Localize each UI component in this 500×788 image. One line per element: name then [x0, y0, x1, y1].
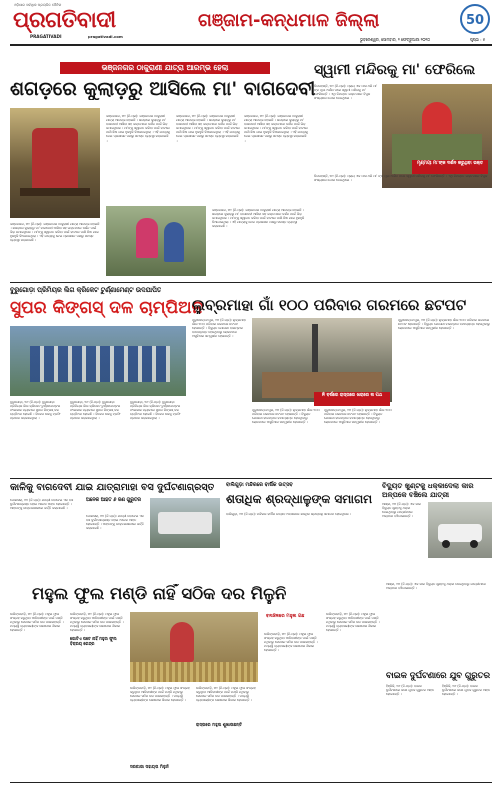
story5-sub: ଅନେକ ଆହତ ୬ ଜଣ ଗୁରୁତର — [86, 498, 141, 503]
story3-headline: ସୁପର କିଙ୍ଗସ୍ ଦଳ ଚାମ୍ପିଅନ — [10, 298, 204, 318]
divider-2 — [10, 478, 492, 479]
story8-box3: ରାସ୍ତାରେ ମହୁଲ ଶୁଖାଉଛନ୍ତି — [196, 722, 243, 727]
svg-text:50: 50 — [465, 13, 485, 28]
logo: ପ୍ରଗତିବାଦୀ — [13, 8, 116, 33]
edition-title: ଗଞ୍ଜାମ-କନ୍ଧମାଳ ଜିଲ୍ଲା — [198, 10, 380, 31]
story2-caption: ମୃଣ୍ମୟୀ ମା'ଙ୍କ ଦର୍ଶନ କରୁଥିବା ଭକ୍ତ — [412, 160, 488, 174]
story2-headline: ସ୍ୱାମୀ ମନ୍ଦିରକୁ ମା' ଫେରିଲେ — [314, 62, 476, 78]
divider-1 — [10, 282, 492, 283]
story7-body: ଆସ୍କା, ୧ା୨ (ନି.ପ୍ର): ଏକ କାର ବିଦ୍ୟୁତ ଖୁଣ୍ଟକୁ ଧକ୍କା ଦେଇଥିବାରୁ ଯାତ୍ରୀମାନେ ଅଳ୍ପକେ ବଞ୍ଚିଯାଇଛନ୍ତି । — [382, 502, 421, 519]
story-lubramaha — [192, 296, 492, 474]
story5-photo — [150, 498, 220, 548]
story1-body-col4: ଭଞ୍ଜନଗର, ୧ା୨ (ନି.ପ୍ର): ଭଞ୍ଜନଗର ଠାକୁରାଣୀ ଯାତ୍ରା ଆରମ୍ଭ ହୋଇଛି । ଶଗଡ଼ରେ କୁଲାଡ଼ରୁ ମା' ବାଗଦେବୀ ଆସିବା ସହ ଭକ୍ତମାନେ ଦର୍ଶନ ପାଇଁ ଭିଡ଼ ଜମାଇଥିଲେ । ମା'ଙ୍କୁ ସ୍ୱାଗତ କରିବା ପାଇଁ ବାଟରେ ପାଣି ଛିଞ୍ଚା ଯାଇ ହୁଳହୁଳି ଦିଆଯାଇଥିଲା । ଏହି ଯାତ୍ରାକୁ ନେଇ ପ୍ରଶାସନ ପକ୍ଷରୁ ସମସ୍ତ ବ୍ୟବସ୍ଥା କରାଯାଇଛି । — [244, 114, 308, 143]
story-bike-accident — [386, 670, 492, 780]
story3-body-col1: ବୁରୁଗୋଡ଼ା, ୧ା୨ (ନି.ପ୍ର): ବୁରୁଗୋଡ଼ା ପ୍ରିମିୟର ଲିଗ କ୍ରିକେଟ ଟୁର୍ଣ୍ଣାମେଣ୍ଟର ଫାଇନାଲ ମ୍ୟାଚରେ ସୁପର କିଙ୍ଗସ୍ ଦଳ ଚାମ୍ପିଅନ ହୋଇଛି । ବିଜେତା ଦଳକୁ ଟ୍ରଫି ପ୍ରଦାନ କରାଯାଇଥିଲା । — [10, 400, 61, 421]
story8-body-col6: ଦାରିଙ୍ଗବାଡ଼ି, ୧ା୨ (ନି.ପ୍ର): ମହୁଲ ଫୁଲ ସଂଗ୍ରହ କରୁଥିବା ଆଦିବାସୀଙ୍କ ପାଇଁ ମଣ୍ଡି ନଥିବାରୁ ସେମାନେ ସଠିକ ଦର ପାଉନାହାନ୍ତି । ମଧ୍ୟସ୍ଥି ବ୍ୟବସାୟୀଙ୍କ ଶୋଷଣର ଶିକାର ହେଉଛନ୍ତି । — [326, 612, 380, 633]
masthead-tagline: ଓଡ଼ିଶାର ସର୍ବାଧିକ ପ୍ରଚାରିତ ଦୈନିକ — [14, 3, 62, 7]
story4-headline: ଲୁବ୍ରମାହା ଗାଁ ୧୦୦ ପରିବାର ଗରମରେ ଛଟପଟ — [192, 296, 467, 314]
story6-kicker: ବାଲିଗୁଡ଼ା ମନ୍ଦିରରେ ବାର୍ଷିକ ଉତ୍ସବ — [226, 482, 293, 488]
story8-body-col5: ଦାରିଙ୍ଗବାଡ଼ି, ୧ା୨ (ନି.ପ୍ର): ମହୁଲ ଫୁଲ ସଂଗ୍ରହ କରୁଥିବା ଆଦିବାସୀଙ୍କ ପାଇଁ ମଣ୍ଡି ନଥିବାରୁ ସେମାନେ ସଠିକ ଦର ପାଉନାହାନ୍ତି । ମଧ୍ୟସ୍ଥି ବ୍ୟବସାୟୀଙ୍କ ଶୋଷଣର ଶିକାର ହେଉଛନ୍ତି । — [264, 632, 318, 653]
story4-body-col3: ପୁରୁଷୋତ୍ତମପୁର, ୧ା୨ (ନି.ପ୍ର): ଲୁବ୍ରମାହା ଗାଁର ୧୦୦ ପରିବାର ଗରମରେ ଛଟପଟ ହେଉଛନ୍ତି । ବିଦ୍ୟୁତ ଯୋଗାଣ ବାରମ୍ବାର ବାଧାପ୍ରାପ୍ତ ହେଉଥିବାରୁ ଲୋକମାନେ ଅସୁବିଧାର ସମ୍ମୁଖୀନ ହେଉଛନ୍ତି । — [324, 408, 392, 425]
story-super-kings — [10, 286, 204, 474]
story4-body-col4: ପୁରୁଷୋତ୍ତମପୁର, ୧ା୨ (ନି.ପ୍ର): ଲୁବ୍ରମାହା ଗାଁର ୧୦୦ ପରିବାର ଗରମରେ ଛଟପଟ ହେଉଛନ୍ତି । ବିଦ୍ୟୁତ ଯୋଗାଣ ବାରମ୍ବାର ବାଧାପ୍ରାପ୍ତ ହେଉଥିବାରୁ ଲୋକମାନେ ଅସୁବିଧାର ସମ୍ମୁଖୀନ ହେଉଛନ୍ତି । — [398, 318, 490, 331]
story-shraddhalu — [226, 482, 376, 578]
story6-headline: ଶତାଧିକ ଶ୍ରଦ୍ଧାଳୁଙ୍କ ସମାଗମ — [226, 492, 373, 506]
story6-body: ବାଲିଗୁଡ଼ା, ୧ା୨ (ନି.ପ୍ର): ମନ୍ଦିରର ବାର୍ଷିକ ଉତ୍ସବ ଅବସରରେ ଶତାଧିକ ଶ୍ରଦ୍ଧାଳୁ ସମାଗମ ହୋଇଥିଲେ । — [226, 512, 352, 516]
story3-body-col3: ବୁରୁଗୋଡ଼ା, ୧ା୨ (ନି.ପ୍ର): ବୁରୁଗୋଡ଼ା ପ୍ରିମିୟର ଲିଗ କ୍ରିକେଟ ଟୁର୍ଣ୍ଣାମେଣ୍ଟର ଫାଇନାଲ ମ୍ୟାଚରେ ସୁପର କିଙ୍ଗସ୍ ଦଳ ଚାମ୍ପିଅନ ହୋଇଛି । ବିଜେତା ଦଳକୁ ଟ୍ରଫି ପ୍ରଦାନ କରାଯାଇଥିଲା । — [130, 400, 181, 421]
story8-box2: ବନାଞ୍ଚଳରେ ମହୁଲ ଗଛ — [266, 614, 305, 619]
story8-body-col2: ଦାରିଙ୍ଗବାଡ଼ି, ୧ା୨ (ନି.ପ୍ର): ମହୁଲ ଫୁଲ ସଂଗ୍ରହ କରୁଥିବା ଆଦିବାସୀଙ୍କ ପାଇଁ ମଣ୍ଡି ନଥିବାରୁ ସେମାନେ ସଠିକ ଦର ପାଉନାହାନ୍ତି । ମଧ୍ୟସ୍ଥି ବ୍ୟବସାୟୀଙ୍କ ଶୋଷଣର ଶିକାର ହେଉଛନ୍ତି । — [70, 612, 124, 633]
anniversary-logo — [458, 2, 492, 36]
story1-body-col1: ଭଞ୍ଜନଗର, ୧ା୨ (ନି.ପ୍ର): ଭଞ୍ଜନଗର ଠାକୁରାଣୀ ଯାତ୍ରା ଆରମ୍ଭ ହୋଇଛି । ଶଗଡ଼ରେ କୁଲାଡ଼ରୁ ମା' ବାଗଦେବୀ ଆସିବା ସହ ଭକ୍ତମାନେ ଦର୍ଶନ ପାଇଁ ଭିଡ଼ ଜମାଇଥିଲେ । ମା'ଙ୍କୁ ସ୍ୱାଗତ କରିବା ପାଇଁ ବାଟରେ ପାଣି ଛିଞ୍ଚା ଯାଇ ହୁଳହୁଳି ଦିଆଯାଇଥିଲା । ଏହି ଯାତ୍ରାକୁ ନେଇ ପ୍ରଶାସନ ପକ୍ଷରୁ ସମସ୍ତ ବ୍ୟବସ୍ଥା କରାଯାଇଛି । — [10, 222, 100, 243]
story8-body-col1: ଦାରିଙ୍ଗବାଡ଼ି, ୧ା୨ (ନି.ପ୍ର): ମହୁଲ ଫୁଲ ସଂଗ୍ରହ କରୁଥିବା ଆଦିବାସୀଙ୍କ ପାଇଁ ମଣ୍ଡି ନଥିବାରୁ ସେମାନେ ସଠିକ ଦର ପାଉନାହାନ୍ତି । ମଧ୍ୟସ୍ଥି ବ୍ୟବସାୟୀଙ୍କ ଶୋଷଣର ଶିକାର ହେଉଛନ୍ତି । — [10, 612, 64, 633]
story5-headline: କାଳିକୁ ବାଗଦେବୀ ଯାଇ ଯାତ୍ରାମାହା ବସ ଦୁର୍ଘଟଣାଗ୍ରସ୍ତ — [10, 482, 215, 493]
story-shagada — [10, 62, 316, 278]
story-swami-mandira — [314, 62, 492, 278]
masthead-rule — [10, 44, 492, 46]
story9-body-col1: ହିଞ୍ଜିଳି, ୧ା୨ (ନି.ପ୍ର): ବାଇକ ଦୁର୍ଘଟଣାରେ ଜଣେ ଯୁବକ ଗୁରୁତର ଆହତ ହୋଇଛନ୍ତି । — [386, 684, 435, 697]
page-number: ପୃଷ୍ଠା : ୫ — [470, 37, 486, 42]
story5-body-col2: ପୋଲସରା, ୧ା୨ (ନି.ପ୍ର): ଯାତ୍ରୀ ବୋଝେଇ ଏକ ବସ ଦୁର୍ଘଟଣାଗ୍ରସ୍ତ ହୋଇ ଅନେକ ଆହତ ହୋଇଛନ୍ତି । ଆହତଙ୍କୁ ଡାକ୍ତରଖାନାରେ ଭର୍ତ୍ତି କରାଯାଇଛି । — [86, 514, 144, 531]
story2-body-col2: ଦିଗପହଣ୍ଡି, ୧ା୨ (ନି.ପ୍ର): ପ୍ରାୟ ଏକ ମାସ ଧରି ମା' ଙ୍କ ପୂଜା ଅର୍ଚ୍ଚନା ପରେ ସ୍ୱାମୀ ମନ୍ଦିରକୁ ମା' ଫେରିଛନ୍ତି । ଏଥି ନିମନ୍ତେ ଭକ୍ତମାନେ ବିପୁଳ ସଂଖ୍ୟାରେ ଯୋଗ ଦେଇଥିଲେ । — [314, 174, 488, 183]
story8-body-col4: ଦାରିଙ୍ଗବାଡ଼ି, ୧ା୨ (ନି.ପ୍ର): ମହୁଲ ଫୁଲ ସଂଗ୍ରହ କରୁଥିବା ଆଦିବାସୀଙ୍କ ପାଇଁ ମଣ୍ଡି ନଥିବାରୁ ସେମାନେ ସଠିକ ଦର ପାଉନାହାନ୍ତି । ମଧ୍ୟସ୍ଥି ବ୍ୟବସାୟୀଙ୍କ ଶୋଷଣର ଶିକାର ହେଉଛନ୍ତି । — [196, 686, 256, 703]
story1-body-col2: ଭଞ୍ଜନଗର, ୧ା୨ (ନି.ପ୍ର): ଭଞ୍ଜନଗର ଠାକୁରାଣୀ ଯାତ୍ରା ଆରମ୍ଭ ହୋଇଛି । ଶଗଡ଼ରେ କୁଲାଡ଼ରୁ ମା' ବାଗଦେବୀ ଆସିବା ସହ ଭକ୍ତମାନେ ଦର୍ଶନ ପାଇଁ ଭିଡ଼ ଜମାଇଥିଲେ । ମା'ଙ୍କୁ ସ୍ୱାଗତ କରିବା ପାଇଁ ବାଟରେ ପାଣି ଛିଞ୍ଚା ଯାଇ ହୁଳହୁଳି ଦିଆଯାଇଥିଲା । ଏହି ଯାତ୍ରାକୁ ନେଇ ପ୍ରଶାସନ ପକ୍ଷରୁ ସମସ୍ତ ବ୍ୟବସ୍ଥା କରାଯାଇଛି । — [106, 114, 170, 143]
story9-headline: ବାଇକ ଦୁର୍ଘଟଣାରେ ଯୁବ ଗୁରୁତର — [386, 670, 490, 680]
story4-body-col1: ପୁରୁଷୋତ୍ତମପୁର, ୧ା୨ (ନି.ପ୍ର): ଲୁବ୍ରମାହା ଗାଁର ୧୦୦ ପରିବାର ଗରମରେ ଛଟପଟ ହେଉଛନ୍ତି । ବିଦ୍ୟୁତ ଯୋଗାଣ ବାରମ୍ବାର ବାଧାପ୍ରାପ୍ତ ହେଉଥିବାରୁ ଲୋକମାନେ ଅସୁବିଧାର ସମ୍ମୁଖୀନ ହେଉଛନ୍ତି । — [192, 318, 246, 339]
masthead — [0, 0, 500, 44]
dateline: ଭୁବନେଶ୍ୱର, ସୋମବାର, ୨ ଫେବ୍ରୁଆରୀ ୨୦୨୦ — [360, 37, 430, 42]
story1-kicker: ଭଞ୍ଜନଗର ଠାକୁରାଣୀ ଯାତ୍ରା ଆରମ୍ଭ ହେଲା — [60, 62, 270, 74]
story8-body-col3: ଦାରିଙ୍ଗବାଡ଼ି, ୧ା୨ (ନି.ପ୍ର): ମହୁଲ ଫୁଲ ସଂଗ୍ରହ କରୁଥିବା ଆଦିବାସୀଙ୍କ ପାଇଁ ମଣ୍ଡି ନଥିବାରୁ ସେମାନେ ସଠିକ ଦର ପାଉନାହାନ୍ତି । ମଧ୍ୟସ୍ଥି ବ୍ୟବସାୟୀଙ୍କ ଶୋଷଣର ଶିକାର ହେଉଛନ୍ତି । — [130, 686, 190, 703]
story7-photo — [428, 502, 492, 558]
story4-body-col2: ପୁରୁଷୋତ୍ତମପୁର, ୧ା୨ (ନି.ପ୍ର): ଲୁବ୍ରମାହା ଗାଁର ୧୦୦ ପରିବାର ଗରମରେ ଛଟପଟ ହେଉଛନ୍ତି । ବିଦ୍ୟୁତ ଯୋଗାଣ ବାରମ୍ବାର ବାଧାପ୍ରାପ୍ତ ହେଉଥିବାରୁ ଲୋକମାନେ ଅସୁବିଧାର ସମ୍ମୁଖୀନ ହେଉଛନ୍ତି । — [252, 408, 320, 425]
story7-headline: ବିଦ୍ୟୁତ ଖୁଣ୍ଟକୁ ଧକ୍କାଦେଲା କାର ଅଳ୍ପକେ ବଞ୍ଚିଲେ ଯାତ୍ରୀ — [382, 482, 474, 499]
story-mahula — [10, 584, 382, 780]
story-car-accident — [382, 482, 492, 578]
story1-photo-cart — [10, 108, 100, 218]
story3-kicker: ବୁରୁଗୋଡ଼ା ପ୍ରିମିୟର ଲିଗ କ୍ରିକେଟ ଟୁର୍ଣ୍ଣାମେଣ୍ଟ ଉଦଯାପିତ — [10, 286, 162, 294]
story5-body-col1: ପୋଲସରା, ୧ା୨ (ନି.ପ୍ର): ଯାତ୍ରୀ ବୋଝେଇ ଏକ ବସ ଦୁର୍ଘଟଣାଗ୍ରସ୍ତ ହୋଇ ଅନେକ ଆହତ ହୋଇଛନ୍ତି । ଆହତଙ୍କୁ ଡାକ୍ତରଖାନାରେ ଭର୍ତ୍ତି କରାଯାଇଛି । — [10, 498, 74, 511]
story9-body-col2: ହିଞ୍ଜିଳି, ୧ା୨ (ନି.ପ୍ର): ବାଇକ ଦୁର୍ଘଟଣାରେ ଜଣେ ଯୁବକ ଗୁରୁତର ଆହତ ହୋଇଛନ୍ତି । — [442, 684, 491, 697]
story8-headline: ମହୁଲ ଫୁଲ ମଣ୍ଡି ନାହିଁ ସଠିକ ଦର ମିଳୁନି — [32, 584, 287, 603]
story4-photo — [252, 318, 392, 402]
story4-caption: ନି ବର୍ଷରେ ରାସ୍ତାରେ ଖରାରେ ନା ପଥ — [314, 392, 390, 406]
story3-photo-team — [10, 326, 186, 396]
website: pragativadi.com — [88, 34, 123, 39]
story1-body-col5: ଭଞ୍ଜନଗର, ୧ା୨ (ନି.ପ୍ର): ଭଞ୍ଜନଗର ଠାକୁରାଣୀ ଯାତ୍ରା ଆରମ୍ଭ ହୋଇଛି । ଶଗଡ଼ରେ କୁଲାଡ଼ରୁ ମା' ବାଗଦେବୀ ଆସିବା ସହ ଭକ୍ତମାନେ ଦର୍ଶନ ପାଇଁ ଭିଡ଼ ଜମାଇଥିଲେ । ମା'ଙ୍କୁ ସ୍ୱାଗତ କରିବା ପାଇଁ ବାଟରେ ପାଣି ଛିଞ୍ଚା ଯାଇ ହୁଳହୁଳି ଦିଆଯାଇଥିଲା । ଏହି ଯାତ୍ରାକୁ ନେଇ ପ୍ରଶାସନ ପକ୍ଷରୁ ସମସ୍ତ ବ୍ୟବସ୍ଥା କରାଯାଇଛି । — [212, 208, 305, 229]
bottom-rule — [10, 782, 492, 783]
story8-box4: ସରକାରୀ ସହାୟତା ମିଳୁନି — [130, 764, 169, 769]
story7-continued: ଆସ୍କା, ୧ା୨ (ନି.ପ୍ର): ଏକ କାର ବିଦ୍ୟୁତ ଖୁଣ୍ଟକୁ ଧକ୍କା ଦେଇଥିବାରୁ ଯାତ୍ରୀମାନେ ଅଳ୍ପକେ ବଞ୍ଚିଯାଇଛନ୍ତି । — [386, 582, 486, 591]
story-bus-accident — [10, 482, 220, 578]
story8-box1: ଗୋଟିଏ ପଟେ ନାହିଁ ମହୁଲ ଫୁଲ ବିକ୍ରୟ କେନ୍ଦ୍ର — [70, 636, 126, 646]
story1-body-col3: ଭଞ୍ଜନଗର, ୧ା୨ (ନି.ପ୍ର): ଭଞ୍ଜନଗର ଠାକୁରାଣୀ ଯାତ୍ରା ଆରମ୍ଭ ହୋଇଛି । ଶଗଡ଼ରେ କୁଲାଡ଼ରୁ ମା' ବାଗଦେବୀ ଆସିବା ସହ ଭକ୍ତମାନେ ଦର୍ଶନ ପାଇଁ ଭିଡ଼ ଜମାଇଥିଲେ । ମା'ଙ୍କୁ ସ୍ୱାଗତ କରିବା ପାଇଁ ବାଟରେ ପାଣି ଛିଞ୍ଚା ଯାଇ ହୁଳହୁଳି ଦିଆଯାଇଥିଲା । ଏହି ଯାତ୍ରାକୁ ନେଇ ପ୍ରଶାସନ ପକ୍ଷରୁ ସମସ୍ତ ବ୍ୟବସ୍ଥା କରାଯାଇଛି । — [176, 114, 240, 143]
story1-photo-crowd — [106, 206, 206, 276]
story2-body-col1: ଦିଗପହଣ୍ଡି, ୧ା୨ (ନି.ପ୍ର): ପ୍ରାୟ ଏକ ମାସ ଧରି ମା' ଙ୍କ ପୂଜା ଅର୍ଚ୍ଚନା ପରେ ସ୍ୱାମୀ ମନ୍ଦିରକୁ ମା' ଫେରିଛନ୍ତି । ଏଥି ନିମନ୍ତେ ଭକ୍ତମାନେ ବିପୁଳ ସଂଖ୍ୟାରେ ଯୋଗ ଦେଇଥିଲେ । — [314, 84, 378, 101]
logo-sub: PRAGATIVADI — [30, 34, 62, 39]
story8-photo — [130, 612, 258, 682]
story3-body-col2: ବୁରୁଗୋଡ଼ା, ୧ା୨ (ନି.ପ୍ର): ବୁରୁଗୋଡ଼ା ପ୍ରିମିୟର ଲିଗ କ୍ରିକେଟ ଟୁର୍ଣ୍ଣାମେଣ୍ଟର ଫାଇନାଲ ମ୍ୟାଚରେ ସୁପର କିଙ୍ଗସ୍ ଦଳ ଚାମ୍ପିଅନ ହୋଇଛି । ବିଜେତା ଦଳକୁ ଟ୍ରଫି ପ୍ରଦାନ କରାଯାଇଥିଲା । — [70, 400, 121, 421]
story1-headline: ଶଗଡ଼ରେ କୁଲାଡ଼ରୁ ଆସିଲେ ମା' ବାଗଦେବୀ — [10, 78, 316, 100]
